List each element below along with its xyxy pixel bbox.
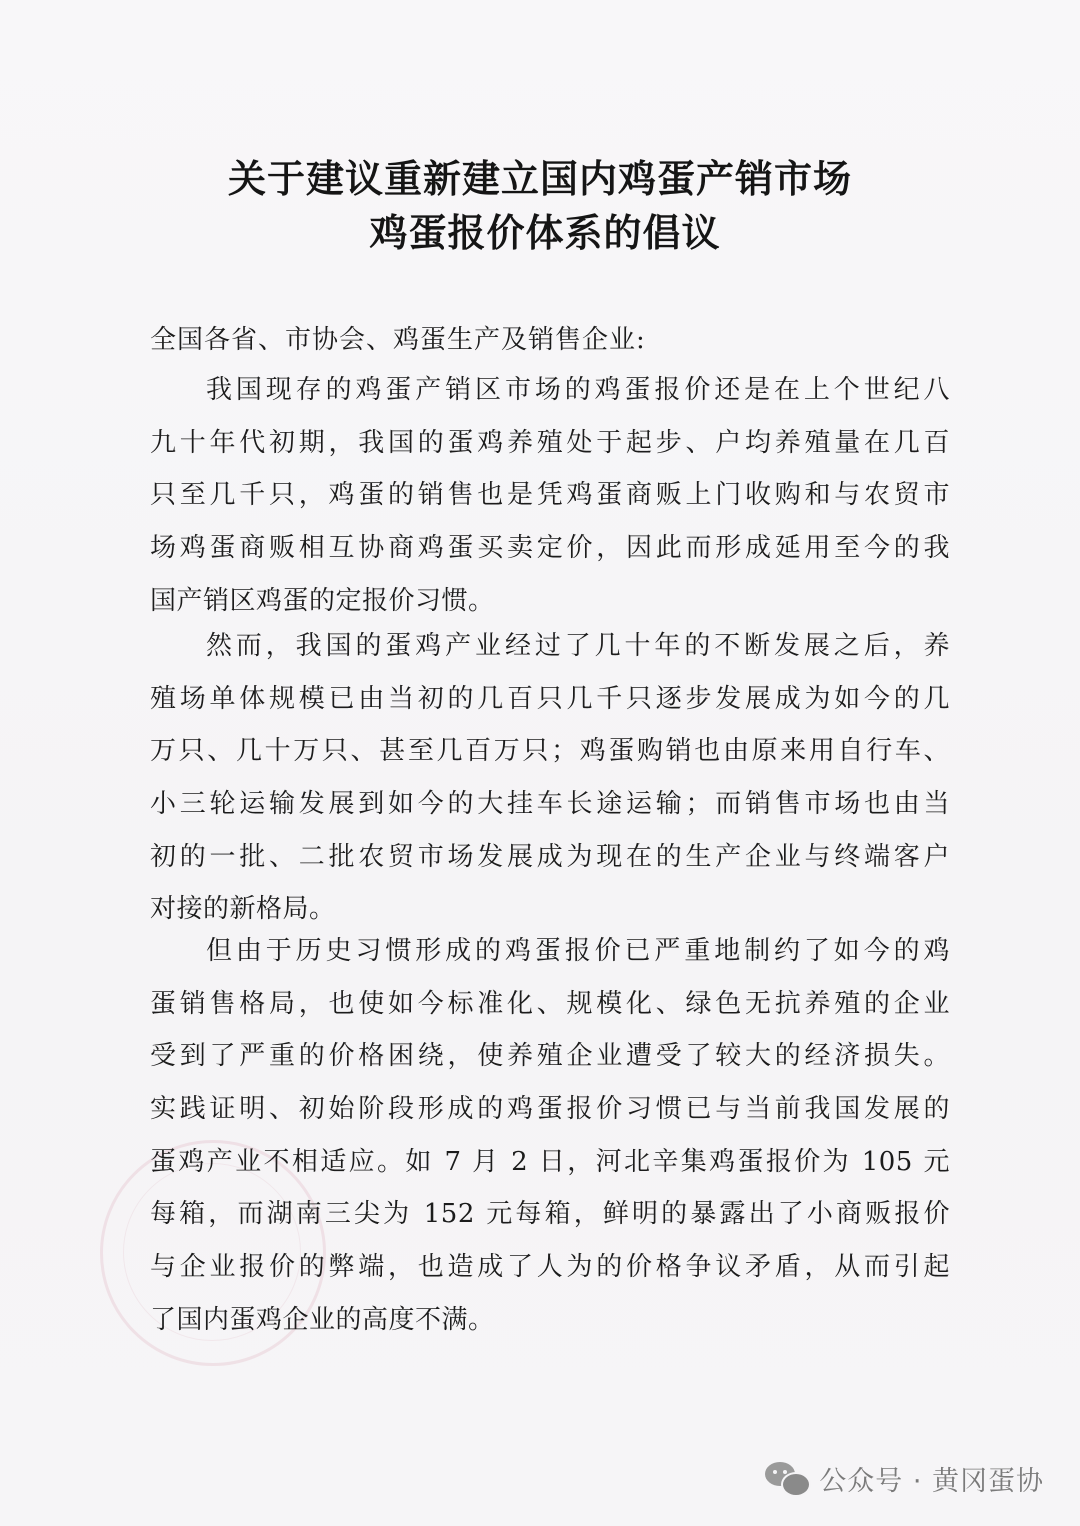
paragraph-line: 万只、几十万只、甚至几百万只；鸡蛋购销也由原来用自行车、 <box>150 736 950 767</box>
paragraph-line: 初的一批、二批农贸市场发展成为现在的生产企业与终端客户 <box>150 841 950 872</box>
paragraph-3 <box>150 925 950 1347</box>
paragraph-line: 国产销区鸡蛋的定报价习惯。 <box>150 585 495 616</box>
paragraph-line: 小三轮运输发展到如今的大挂车长途运输；而销售市场也由当 <box>150 789 950 820</box>
paragraph-2 <box>150 620 950 936</box>
paragraph-line: 殖场单体规模已由当初的几百只几千只逐步发展成为如今的几 <box>150 683 950 714</box>
wechat-icon <box>765 1462 809 1496</box>
paragraph-line: 然而，我国的蛋鸡产业经过了几十年的不断发展之后，养 <box>206 631 950 661</box>
paragraph-line: 每箱，而湖南三尖为 152 元每箱，鲜明的暴露出了小商贩报价 <box>150 1199 950 1230</box>
paragraph-line: 与企业报价的弊端，也造成了人为的价格争议矛盾，从而引起 <box>150 1252 950 1283</box>
paragraph-line: 蛋销售格局，也使如今标准化、规模化、绿色无抗养殖的企业 <box>150 988 950 1019</box>
salutation: 全国各省、市协会、鸡蛋生产及销售企业: <box>150 325 646 355</box>
watermark <box>765 1459 1044 1498</box>
paragraph-line: 只至几千只，鸡蛋的销售也是凭鸡蛋商贩上门收购和与农贸市 <box>150 480 950 511</box>
paragraph-line: 了国内蛋鸡企业的高度不满。 <box>150 1304 495 1335</box>
paragraph-line: 场鸡蛋商贩相互协商鸡蛋买卖定价，因此而形成延用至今的我 <box>150 533 950 564</box>
paragraph-line: 实践证明、初始阶段形成的鸡蛋报价习惯已与当前我国发展的 <box>150 1094 950 1125</box>
title-line-2: 鸡蛋报价体系的倡议 <box>369 210 721 255</box>
paragraph-line: 对接的新格局。 <box>150 894 336 925</box>
paragraph-line: 九十年代初期，我国的蛋鸡养殖处于起步、户均养殖量在几百 <box>150 427 950 458</box>
paragraph-line: 我国现存的鸡蛋产销区市场的鸡蛋报价还是在上个世纪八 <box>206 375 950 405</box>
paragraph-1 <box>150 364 950 627</box>
document-title <box>0 152 1080 260</box>
watermark-text: 公众号 · 黄冈蛋协 <box>819 1466 1044 1497</box>
paragraph-line: 但由于历史习惯形成的鸡蛋报价已严重地制约了如今的鸡 <box>206 936 950 966</box>
paragraph-line: 蛋鸡产业不相适应。如 7 月 2 日，河北辛集鸡蛋报价为 105 元 <box>150 1146 950 1177</box>
title-line-1: 关于建议重新建立国内鸡蛋产销市场 <box>227 156 852 201</box>
paragraph-line: 受到了严重的价格困绕，使养殖企业遭受了较大的经济损失。 <box>150 1041 950 1072</box>
